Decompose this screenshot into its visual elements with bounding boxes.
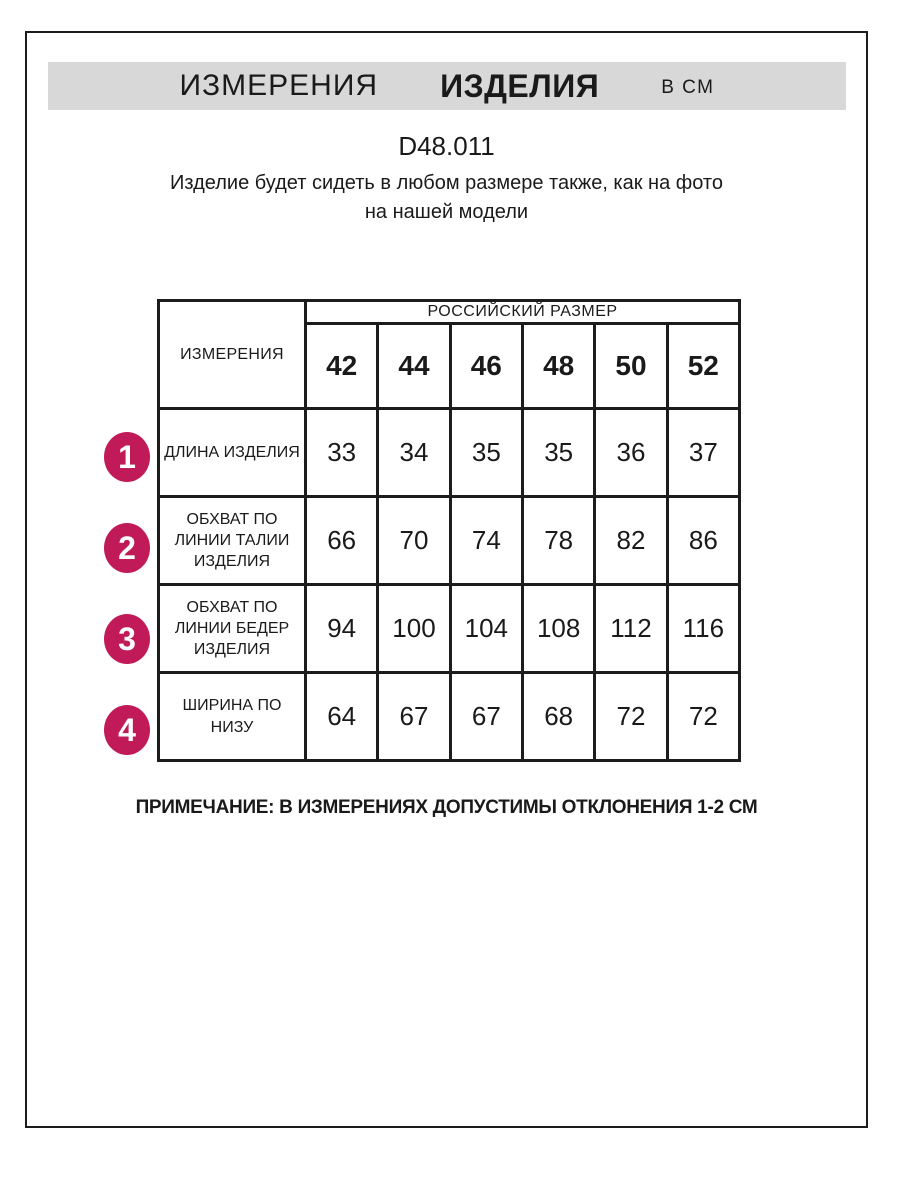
row-label-cell <box>159 409 306 497</box>
row-label-line: ОБХВАТ ПО <box>186 510 278 528</box>
size-column-header: 50 <box>595 324 667 409</box>
measurement-value-cell: 86 <box>667 497 739 585</box>
size-column-header: 48 <box>522 324 594 409</box>
measurement-value-cell: 33 <box>306 409 378 497</box>
measurement-value-cell: 67 <box>450 673 522 761</box>
size-column-header: 52 <box>667 324 739 409</box>
measurement-value-cell: 34 <box>378 409 450 497</box>
size-column-header: 46 <box>450 324 522 409</box>
row-number-badge-4: 4 <box>104 705 150 755</box>
row-label-line: ДЛИНА ИЗДЕЛИЯ <box>164 443 300 461</box>
product-description-line-2: на нашей модели <box>364 201 529 223</box>
row-label-line: НИЗУ <box>210 718 254 736</box>
row-number-badge-2: 2 <box>104 523 150 573</box>
measurement-value-cell: 64 <box>306 673 378 761</box>
measurement-value-cell: 35 <box>522 409 594 497</box>
row-label-line: ЛИНИИ БЕДЕР <box>174 619 290 637</box>
measurement-value-cell: 100 <box>378 585 450 673</box>
title-units: В СМ <box>661 77 715 98</box>
measurement-value-cell: 74 <box>450 497 522 585</box>
measurements-header-cell: ИЗМЕРЕНИЯ <box>159 301 306 409</box>
size-column-header: 42 <box>306 324 378 409</box>
product-description <box>27 169 866 227</box>
table-row <box>159 585 740 673</box>
measurement-value-cell: 112 <box>595 585 667 673</box>
measurement-value-cell: 66 <box>306 497 378 585</box>
title-word-measurements: ИЗМЕРЕНИЯ <box>179 69 379 102</box>
row-label-line: ЛИНИИ ТАЛИИ <box>174 531 290 549</box>
measurement-value-cell: 70 <box>378 497 450 585</box>
measurement-value-cell: 68 <box>522 673 594 761</box>
row-label-line: ИЗДЕЛИЯ <box>193 553 271 571</box>
size-table-zone <box>104 299 744 762</box>
title-word-product: ИЗДЕЛИЯ <box>440 67 600 104</box>
measurement-value-cell: 82 <box>595 497 667 585</box>
measurement-value-cell: 36 <box>595 409 667 497</box>
table-row <box>159 497 740 585</box>
row-label-cell <box>159 497 306 585</box>
page-frame <box>25 31 868 1128</box>
measurement-value-cell: 94 <box>306 585 378 673</box>
measurement-value-cell: 108 <box>522 585 594 673</box>
row-label-line: ОБХВАТ ПО <box>186 598 278 616</box>
product-code: D48.011 <box>398 131 495 161</box>
measurement-value-cell: 104 <box>450 585 522 673</box>
product-description-line-1: Изделие будет сидеть в любом размере также, как на фото <box>170 172 723 194</box>
measurement-value-cell: 116 <box>667 585 739 673</box>
table-header-group-row <box>159 301 740 324</box>
measurement-value-cell: 72 <box>595 673 667 761</box>
tolerance-note: ПРИМЕЧАНИЕ: В ИЗМЕРЕНИЯХ ДОПУСТИМЫ ОТКЛОНЕНИЯ 1-2 СМ <box>135 797 758 818</box>
row-label-line: ИЗДЕЛИЯ <box>193 641 271 659</box>
row-label-cell <box>159 673 306 761</box>
table-row <box>159 409 740 497</box>
measurement-value-cell: 67 <box>378 673 450 761</box>
row-number-badge-3: 3 <box>104 614 150 664</box>
title-bar <box>48 62 846 110</box>
measurement-value-cell: 72 <box>667 673 739 761</box>
row-label-line: ШИРИНА ПО <box>182 697 282 715</box>
size-table <box>157 299 741 762</box>
row-number-badge-1: 1 <box>104 432 150 482</box>
measurement-value-cell: 35 <box>450 409 522 497</box>
russian-size-header-cell: РОССИЙСКИЙ РАЗМЕР <box>306 301 740 324</box>
row-label-cell <box>159 585 306 673</box>
size-column-header: 44 <box>378 324 450 409</box>
measurement-value-cell: 37 <box>667 409 739 497</box>
measurement-value-cell: 78 <box>522 497 594 585</box>
table-row <box>159 673 740 761</box>
